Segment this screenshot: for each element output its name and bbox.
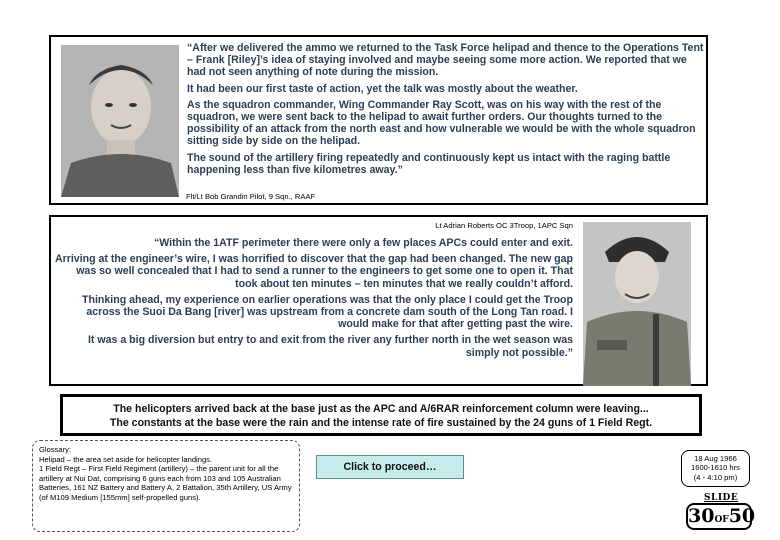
slide-counter: [686, 503, 756, 530]
slide-of: OF: [714, 515, 729, 525]
quote2-paragraph: Arriving at the engineer’s wire, I was horrified to discover that the gap had been changed. The new gap was so well concealed that I had to send a runner to the engineers to get some one to open it. That took about ten minutes – ten minutes that we really couldn’t afford.: [54, 253, 573, 290]
time-text: 1600-1610 hrs: [691, 463, 740, 473]
narrative-note: [60, 394, 702, 436]
slide-total: 50: [728, 505, 756, 527]
proceed-button[interactable]: Click to proceed…: [316, 455, 464, 479]
quote1-paragraph: “After we delivered the ammo we returned to the Task Force helipad and thence to the Operations Tent – Frank [Riley]’s idea of staying involved and maybe seeing some more action. We reported that we had not seen anything of note during the mission.: [187, 42, 704, 79]
note-line-2: The constants at the base were the rain and the intense rate of fire sustained by the 24 guns of 1 Field Regt.: [109, 417, 653, 429]
glossary-entry-helipad: Helipad – the area set aside for helicopter landings.: [39, 454, 213, 464]
quote-panel-roberts: [49, 215, 708, 386]
quote1-paragraph: As the squadron commander, Wing Commander Ray Scott, was on his way with the rest of the squadron, we were sent back to the helipad to await further orders. Our thoughts turned to the possibility of an attack from the north east and how vulnerable we would be with the whole squadron sitting side by side on the helipad.: [187, 98, 696, 148]
slide-label: SLIDE: [704, 493, 739, 503]
quote-panel-grandin: [49, 35, 708, 205]
glossary-box: [32, 440, 300, 532]
date-text: 18 Aug 1966: [694, 454, 737, 463]
portrait-photo-grandin: [61, 45, 179, 197]
attribution-grandin: Flt/Lt Bob Grandin Pilot, 9 Sqn., RAAF: [186, 192, 316, 201]
quote1-paragraph: It had been our first taste of action, yet the talk was mostly about the weather.: [187, 82, 578, 95]
quote2-paragraph: “Within the 1ATF perimeter there were only a few places APCs could enter and exit.: [153, 237, 573, 249]
attribution-roberts: Lt Adrian Roberts OC 3Troop, 1APC Sqn: [435, 221, 573, 230]
quote2-paragraph: Thinking ahead, my experience on earlier operations was that the only place I could get the Troop across the Suoi Da Bang [river] was upstream from a concrete dam south of the Long Tan road. I would make for that after getting past the wire.: [82, 293, 573, 331]
quote1-paragraph: The sound of the artillery firing repeatedly and continuously kept us intact with the raging battle happening less than five kilometres away.”: [187, 151, 671, 176]
glossary-title: Glossary:: [39, 445, 72, 454]
portrait-photo-roberts: [583, 222, 691, 386]
quote2-paragraph: It was a big diversion but entry to and exit from the river any further north in the wet season was simply not possible.”: [87, 334, 573, 359]
date-time-box: [681, 450, 750, 487]
note-line-1: The helicopters arrived back at the base just as the APC and A/6RAR reinforcement column were leaving...: [113, 403, 649, 415]
glossary-entry-field-regt: 1 Field Regt – First Field Regiment (artillery) – the parent unit for all the artillery at Nui Dat, comprising 6 guns each from 103 and 105 Australian Batteries, 161 NZ Battery and Battery A, 2 Battalion, 35th Artillery, US Army (of M109 Medium [155mm] self-propelled guns).: [39, 464, 292, 502]
slide-current: 30: [688, 505, 715, 527]
quote-text-grandin: [187, 42, 707, 180]
time-12h-text: (4 - 4:10 pm): [693, 472, 738, 482]
quote-text-roberts: [53, 237, 573, 363]
